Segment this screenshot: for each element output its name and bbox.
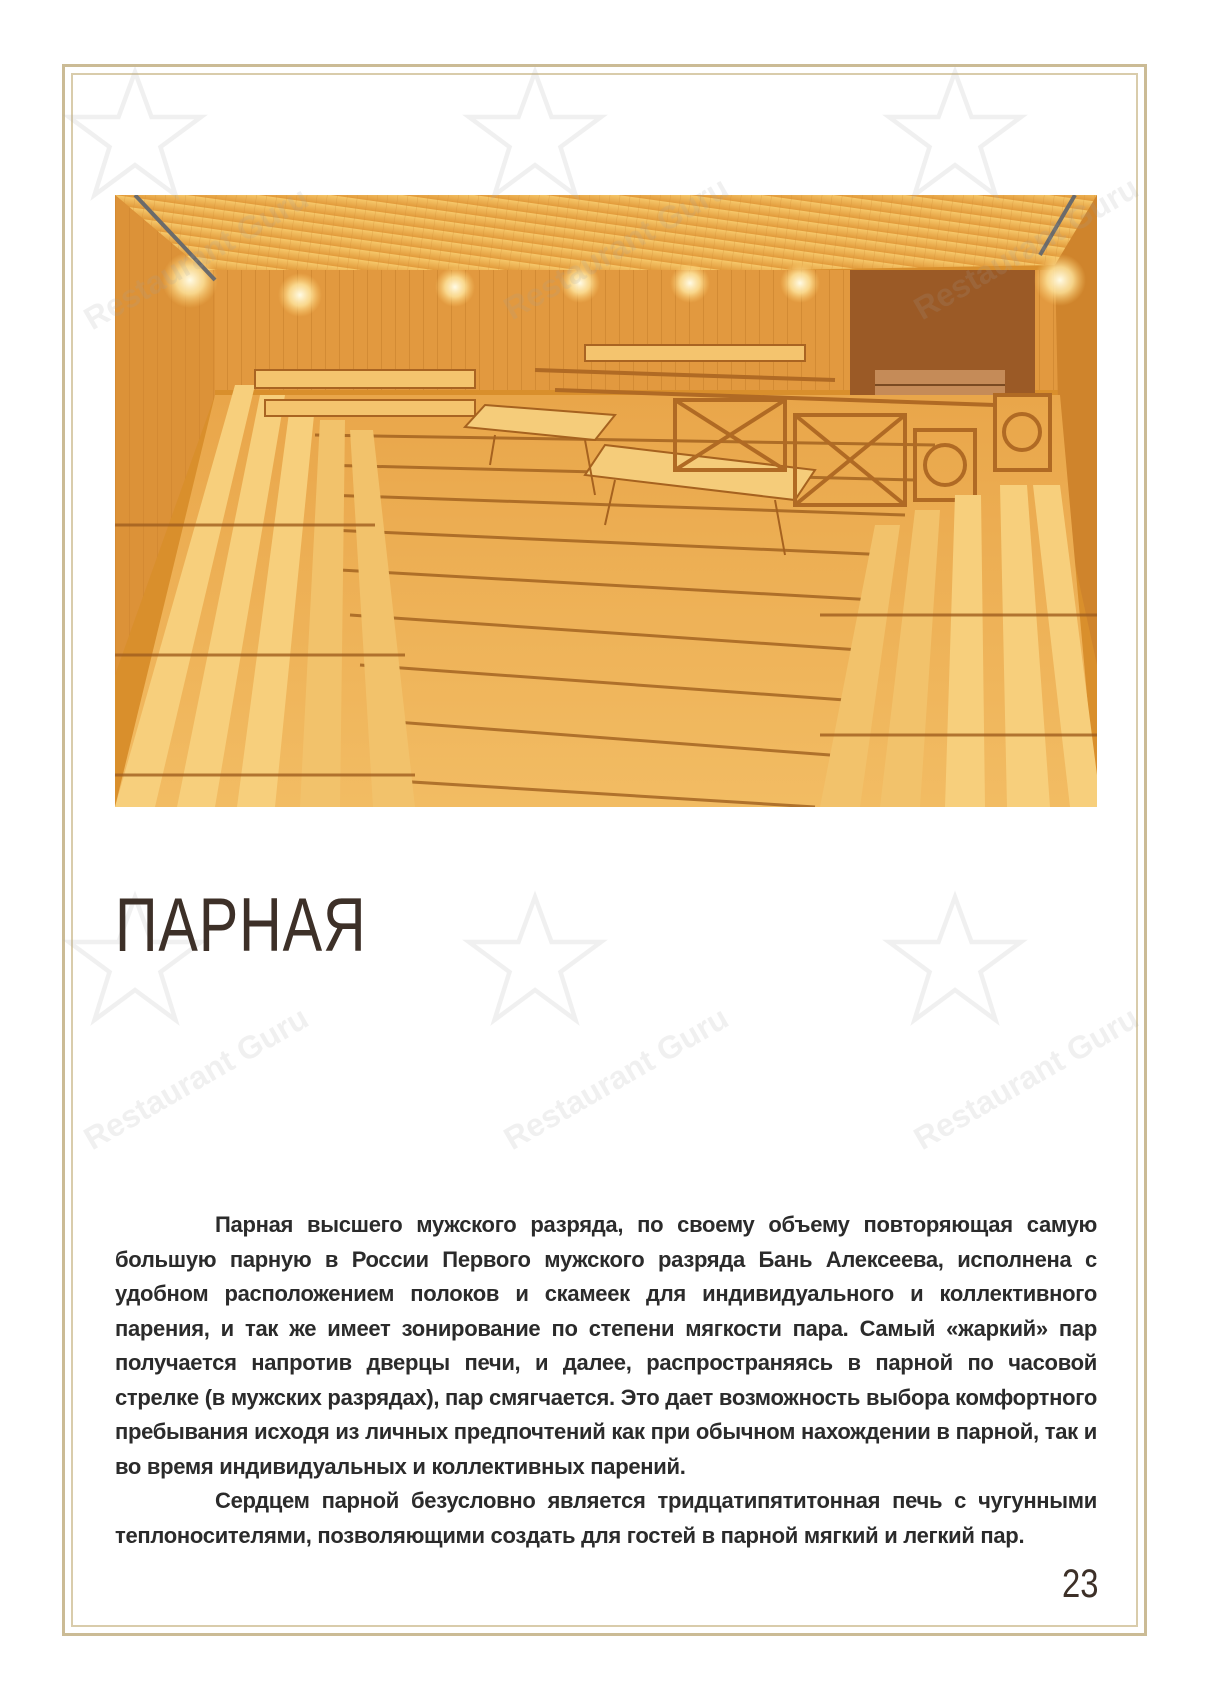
paragraph: Сердцем парной безусловно является тридцатипятитонная печь с чугунными теплоносителями, позволяющими создать для гостей в парной мягкий и легкий пар. xyxy=(115,1488,1097,1548)
watermark-text: Restaurant Guru xyxy=(77,999,315,1157)
watermark-text: Restaurant Guru xyxy=(907,999,1145,1157)
paragraph: Парная высшего мужского разряда, по своему объему повторяющая самую большую парную в России Первого мужского разряда Бань Алексеева, исполнена с удобном расположением полоков и скамеек для индивидуального и коллективного парения, и так же имеет зонирование по степени мягкости пара. Самый «жаркий» пар получается напротив дверцы печи, и далее, распространяясь в парной по часовой стрелке (в мужских разрядах), пар смягчается. Это дает возможность выбора комфортного пребывания исходя из личных предпочтений как при обычном нахождении в парной, так и во время индивидуальных и коллективных парений. xyxy=(115,1212,1097,1479)
steam-room-photo xyxy=(115,195,1097,807)
watermark-text: Restaurant Guru xyxy=(497,999,735,1157)
page-number: 23 xyxy=(1061,1562,1098,1606)
page-title: ПАРНАЯ xyxy=(115,883,367,968)
watermark-text: Guru xyxy=(1060,169,1145,239)
body-text xyxy=(115,1208,1097,1553)
